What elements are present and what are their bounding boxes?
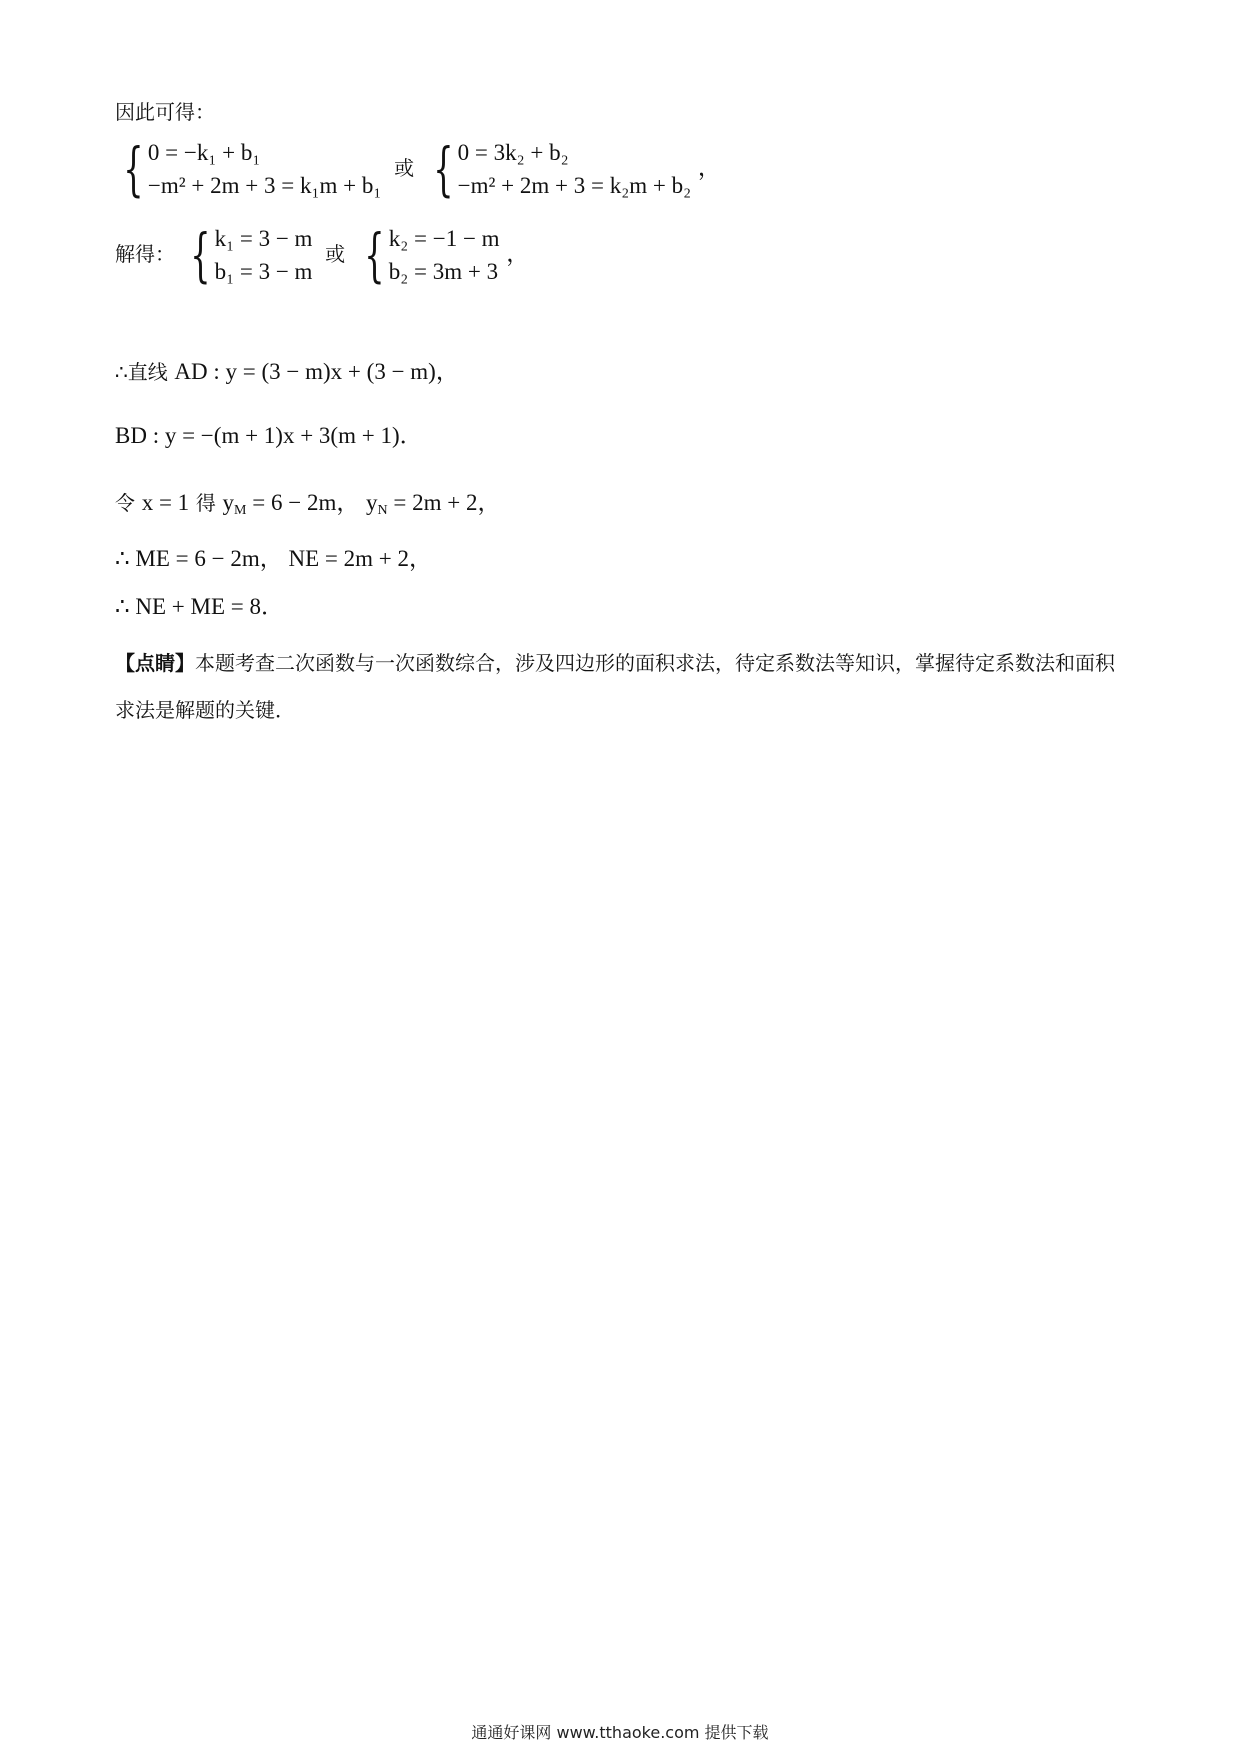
solution-system [115,221,530,290]
solution-right-row-1: k₂ = −1 − m [388,226,500,251]
solution-left-row-2: b₁ = 3 − m [214,259,313,285]
y-n-value: $y_N = 2m + 2$， [366,490,501,518]
system-left [115,135,382,204]
system-left-row-2: −m² + 2m + 3 = k₁m + b₁ [147,173,382,199]
line-bd-expression: BD : y = −(m + 1)x + 3(m + 1)． [115,423,423,448]
left-brace: { [189,221,211,290]
intro-text: 因此可得： [115,100,215,124]
line-bd-equation [115,422,423,450]
me-ne-expression: ∴ ME = 6 − 2m， NE = 2m + 2， [115,546,432,571]
solution-left [182,221,313,290]
system-right-row-2: −m² + 2m + 3 = k₂m + b₂ [457,173,692,199]
line-ad-prefix: ∴直线 [115,360,168,384]
solve-label: 解得： [115,241,175,266]
system-left-row-1: 0 = −k₁ + b₁ [147,140,261,165]
left-brace: { [364,221,385,290]
system-right-row-1: 0 = 3k₂ + b₂ [457,140,569,165]
y-m-value: $y_M = 6 - 2m$， [222,490,360,518]
solution-left-row-1: k₁ = 3 − m [214,226,313,251]
review-tag: 【点睛】 [115,651,195,675]
x-value: x = 1 [141,490,190,515]
sum-result [115,593,284,621]
let-x-statement [115,489,501,520]
line-ad-equation [115,358,459,386]
left-brace: { [433,135,454,204]
page-footer: 通通好课网 www.tthaoke.com 提供下载 [471,1723,769,1742]
sum-expression: ∴ NE + ME = 8． [115,594,284,619]
let-prefix: 令 [115,491,135,515]
system-right [425,135,692,204]
line-ad-expression: AD : y = (3 − m)x + (3 − m)， [174,359,459,384]
trailing-comma: ， [506,240,530,266]
left-brace: { [123,135,144,204]
me-ne-values [115,545,432,573]
equation-system-1 [115,135,721,204]
de-label: 得 [195,491,216,515]
trailing-comma: ， [697,154,721,180]
or-label: 或 [394,155,415,180]
review-text: 本题考查二次函数与一次函数综合，涉及四边形的面积求法，待定系数法等知识，掌握待定系数法和面积求法是解题的关键． [115,651,1115,722]
or-label: 或 [325,241,346,266]
solution-right [356,221,500,290]
review-note [115,640,1125,734]
solution-right-row-2: b₂ = 3m + 3 [388,259,499,285]
